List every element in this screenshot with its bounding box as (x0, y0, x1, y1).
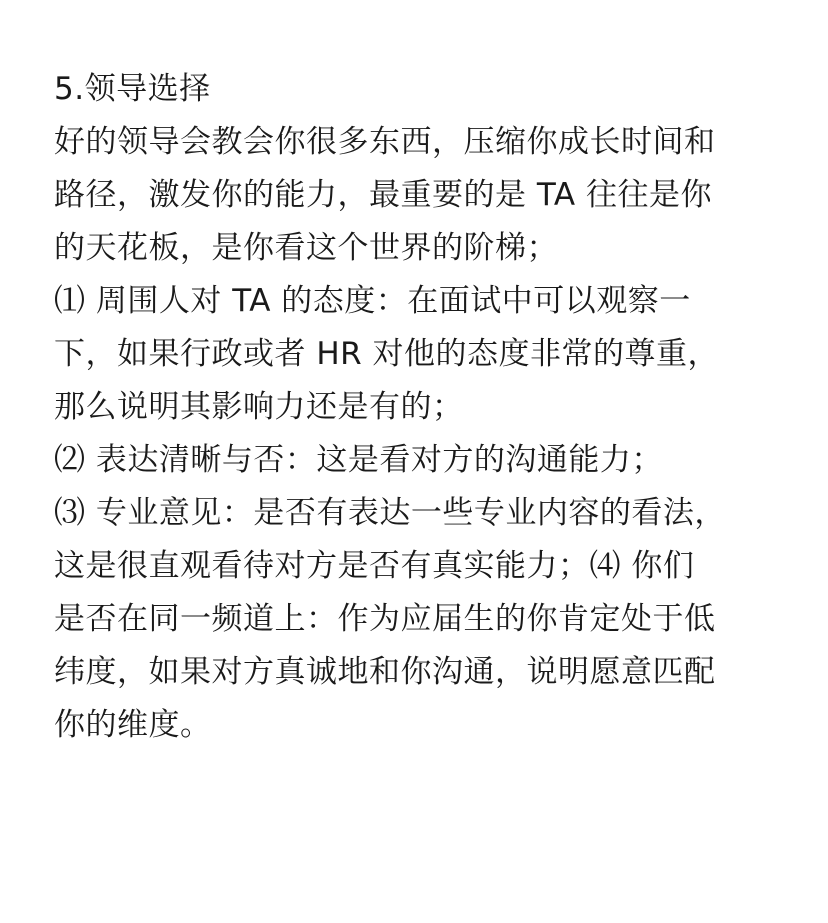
paragraph-line: 下，如果行政或者 HR 对他的态度非常的尊重， (54, 336, 720, 372)
paragraph-line: ⑶ 专业意见：是否有表达一些专业内容的看法， (54, 495, 726, 531)
paragraph-line: 好的领导会教会你很多东西，压缩你成长时间和 (54, 124, 716, 160)
paragraph-line: 的天花板，是你看这个世界的阶梯； (54, 230, 558, 266)
paragraph-line: 这是很直观看待对方是否有真实能力；⑷ 你们 (54, 548, 695, 584)
paragraph-line: 那么说明其影响力还是有的； (54, 389, 464, 425)
paragraph-line: 是否在同一频道上：作为应届生的你肯定处于低 (54, 601, 716, 637)
paragraph-line: ⑴ 周围人对 TA 的态度：在面试中可以观察一 (54, 283, 691, 319)
paragraph-line: 路径，激发你的能力，最重要的是 TA 往往是你 (54, 177, 712, 213)
article-body (54, 63, 784, 752)
section-heading: 5.领导选择 (54, 71, 211, 107)
paragraph-line: 纬度，如果对方真诚地和你沟通，说明愿意匹配 (54, 654, 716, 690)
paragraph-line: 你的维度。 (54, 707, 212, 743)
paragraph-line: ⑵ 表达清晰与否：这是看对方的沟通能力； (54, 442, 663, 478)
